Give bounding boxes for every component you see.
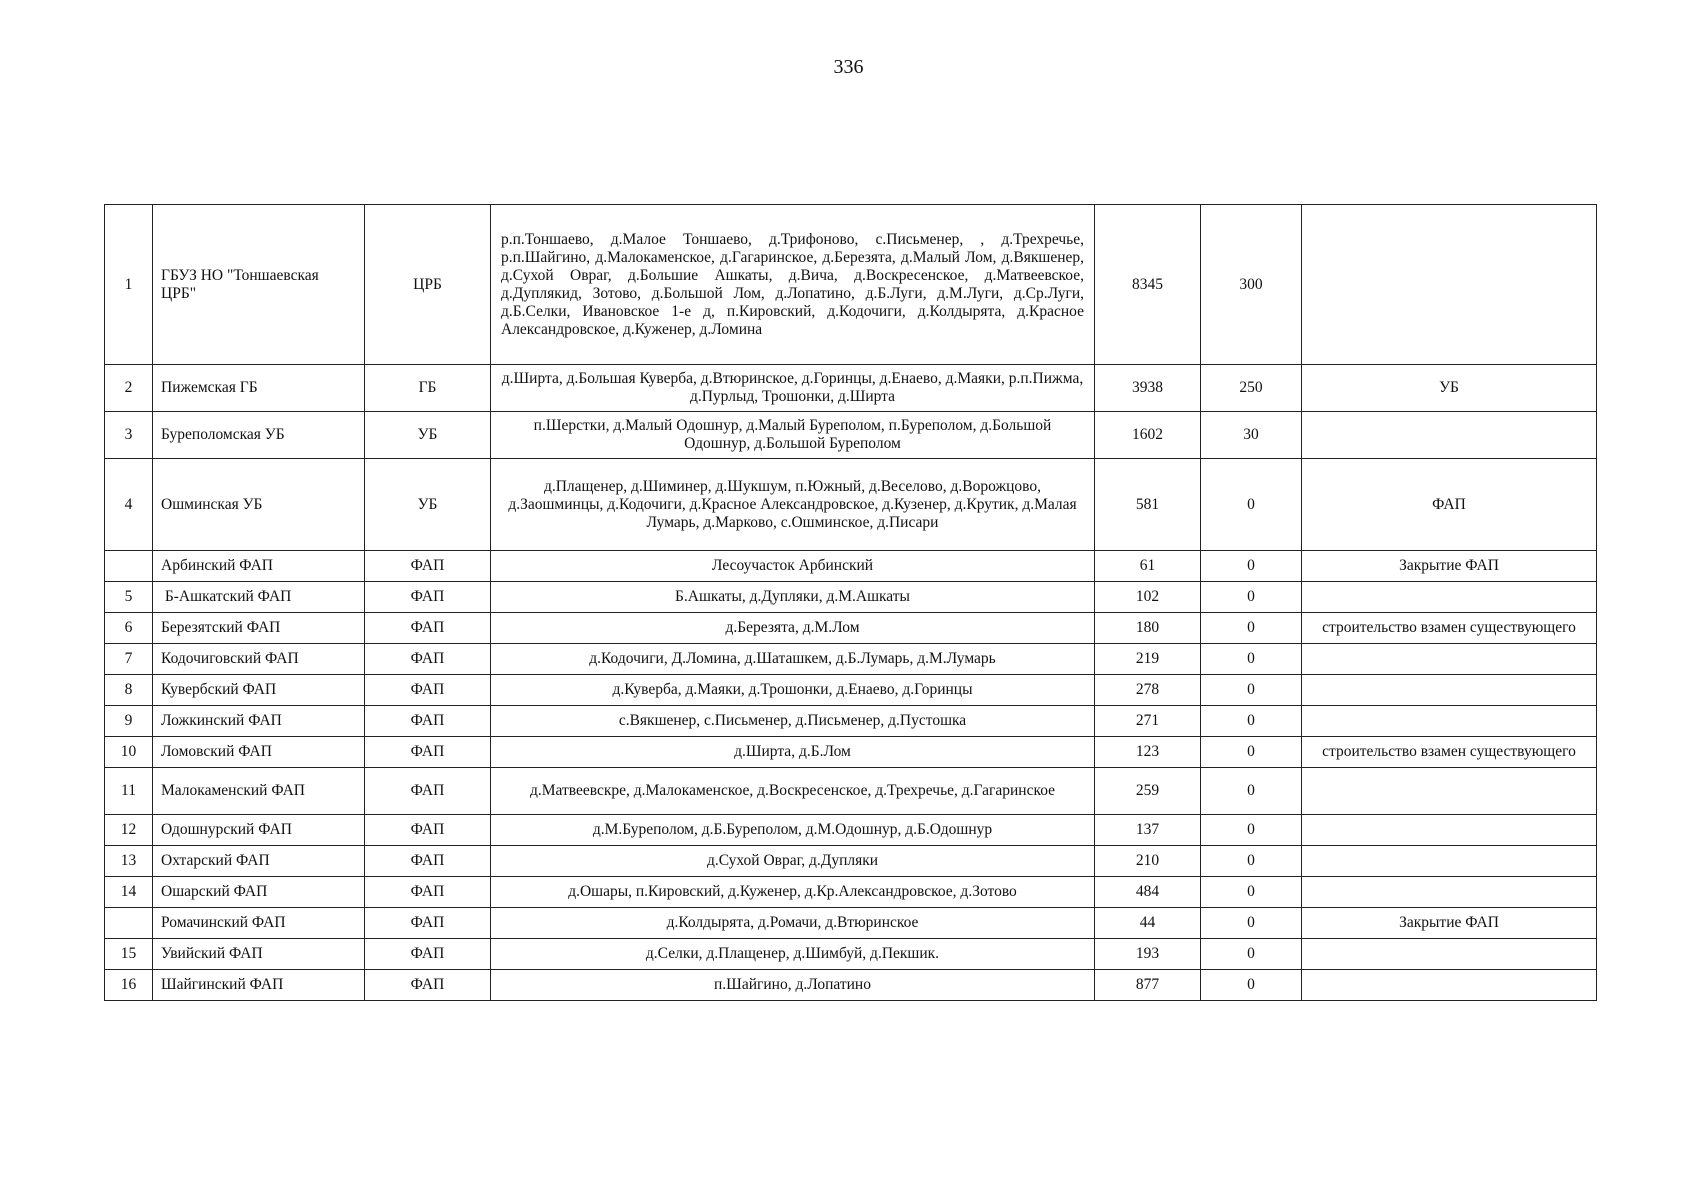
capacity: 0 [1201,768,1302,815]
population: 44 [1095,908,1201,939]
row-number: 7 [105,644,153,675]
capacity: 0 [1201,970,1302,1001]
population: 581 [1095,459,1201,551]
facility-name: Охтарский ФАП [153,846,365,877]
service-area: д.Плащенер, д.Шиминер, д.Шукшум, п.Южный, д.Веселово, д.Ворожцово, д.Заошминцы, д.Кодочиги, д.Красное Александровское, д.Кузенер, д.Крутик, д.Малая Лумарь, д.Марково, с.Ошминское, д.Писари [491,459,1095,551]
table-row [105,582,1597,613]
row-number: 9 [105,706,153,737]
population: 877 [1095,970,1201,1001]
service-area: д.Кодочиги, Д.Ломина, д.Шаташкем, д.Б.Лумарь, д.М.Лумарь [491,644,1095,675]
note: УБ [1302,365,1597,412]
population: 1602 [1095,412,1201,459]
table-row [105,815,1597,846]
facility-type: УБ [365,459,491,551]
row-number [105,908,153,939]
table-row [105,205,1597,365]
table-row [105,675,1597,706]
population: 271 [1095,706,1201,737]
table-row [105,613,1597,644]
row-number: 11 [105,768,153,815]
facility-name: Березятский ФАП [153,613,365,644]
capacity: 0 [1201,846,1302,877]
row-number: 1 [105,205,153,365]
service-area: Лесоучасток Арбинский [491,551,1095,582]
table-row [105,459,1597,551]
service-area: д.Ширта, д.Б.Лом [491,737,1095,768]
facility-type: ФАП [365,551,491,582]
row-number: 16 [105,970,153,1001]
table-row [105,877,1597,908]
page-number: 336 [833,56,864,78]
row-number: 10 [105,737,153,768]
facility-name: Ошминская УБ [153,459,365,551]
population: 210 [1095,846,1201,877]
table-row [105,908,1597,939]
service-area: п.Шайгино, д.Лопатино [491,970,1095,1001]
population: 180 [1095,613,1201,644]
facility-type: ЦРБ [365,205,491,365]
capacity: 0 [1201,815,1302,846]
facility-type: ФАП [365,613,491,644]
facility-name: Ложкинский ФАП [153,706,365,737]
note [1302,644,1597,675]
note [1302,706,1597,737]
note [1302,582,1597,613]
facility-type: ФАП [365,737,491,768]
note [1302,205,1597,365]
note [1302,970,1597,1001]
population: 137 [1095,815,1201,846]
population: 102 [1095,582,1201,613]
facility-type: ФАП [365,877,491,908]
facility-name: Буреполомская УБ [153,412,365,459]
table-row [105,970,1597,1001]
table-row [105,644,1597,675]
row-number: 12 [105,815,153,846]
service-area: д.Ошары, п.Кировский, д.Куженер, д.Кр.Александровское, д.Зотово [491,877,1095,908]
facility-type: ФАП [365,768,491,815]
capacity: 30 [1201,412,1302,459]
capacity: 0 [1201,613,1302,644]
note: Закрытие ФАП [1302,908,1597,939]
population: 219 [1095,644,1201,675]
service-area: Б.Ашкаты, д.Дупляки, д.М.Ашкаты [491,582,1095,613]
capacity: 0 [1201,459,1302,551]
capacity: 0 [1201,706,1302,737]
row-number: 5 [105,582,153,613]
population: 484 [1095,877,1201,908]
row-number [105,551,153,582]
capacity: 0 [1201,939,1302,970]
facility-type: ФАП [365,815,491,846]
service-area: д.Матвеевскре, д.Малокаменское, д.Воскресенское, д.Трехречье, д.Гагаринское [491,768,1095,815]
facility-type: ФАП [365,846,491,877]
capacity: 0 [1201,737,1302,768]
capacity: 0 [1201,675,1302,706]
population: 259 [1095,768,1201,815]
capacity: 0 [1201,908,1302,939]
note [1302,675,1597,706]
table-row [105,365,1597,412]
facilities-table [104,204,1597,1001]
service-area: д.Березята, д.М.Лом [491,613,1095,644]
facility-type: ФАП [365,939,491,970]
service-area: д.М.Буреполом, д.Б.Буреполом, д.М.Одошнур, д.Б.Одошнур [491,815,1095,846]
population: 193 [1095,939,1201,970]
service-area: п.Шерстки, д.Малый Одошнур, д.Малый Буреполом, п.Буреполом, д.Большой Одошнур, д.Большой Буреполом [491,412,1095,459]
row-number: 15 [105,939,153,970]
facility-type: ГБ [365,365,491,412]
capacity: 250 [1201,365,1302,412]
row-number: 4 [105,459,153,551]
note [1302,939,1597,970]
facility-type: ФАП [365,908,491,939]
note [1302,815,1597,846]
note [1302,768,1597,815]
table-row [105,768,1597,815]
facility-name: Увийский ФАП [153,939,365,970]
population: 8345 [1095,205,1201,365]
facility-name: Кувербский ФАП [153,675,365,706]
service-area: д.Колдырята, д.Ромачи, д.Втюринское [491,908,1095,939]
population: 123 [1095,737,1201,768]
table-row [105,706,1597,737]
facility-name: Пижемская ГБ [153,365,365,412]
facility-type: ФАП [365,582,491,613]
row-number: 14 [105,877,153,908]
table-row [105,939,1597,970]
capacity: 0 [1201,551,1302,582]
facility-type: ФАП [365,706,491,737]
facility-type: ФАП [365,675,491,706]
table-row [105,737,1597,768]
facility-name: Кодочиговский ФАП [153,644,365,675]
facility-name: ГБУЗ НО "Тоншаевская ЦРБ" [153,205,365,365]
facility-type: УБ [365,412,491,459]
facility-name: Ломовский ФАП [153,737,365,768]
service-area: д.Сухой Овраг, д.Дупляки [491,846,1095,877]
facility-name: Ромачинский ФАП [153,908,365,939]
facility-name: Малокаменский ФАП [153,768,365,815]
capacity: 0 [1201,877,1302,908]
population: 3938 [1095,365,1201,412]
row-number: 8 [105,675,153,706]
capacity: 300 [1201,205,1302,365]
service-area: д.Куверба, д.Маяки, д.Трошонки, д.Енаево, д.Горинцы [491,675,1095,706]
note [1302,846,1597,877]
population: 61 [1095,551,1201,582]
note: строительство взамен существующего [1302,613,1597,644]
note: строительство взамен существующего [1302,737,1597,768]
facility-name: Одошнурский ФАП [153,815,365,846]
row-number: 13 [105,846,153,877]
service-area: д.Ширта, д.Большая Куверба, д.Втюринское, д.Горинцы, д.Енаево, д.Маяки, р.п.Пижма, д.Пурлыд, Трошонки, д.Ширта [491,365,1095,412]
note [1302,877,1597,908]
table-row [105,412,1597,459]
row-number: 2 [105,365,153,412]
service-area: с.Вякшенер, с.Письменер, д.Письменер, д.Пустошка [491,706,1095,737]
capacity: 0 [1201,644,1302,675]
capacity: 0 [1201,582,1302,613]
table-row [105,846,1597,877]
note [1302,412,1597,459]
facility-type: ФАП [365,970,491,1001]
facility-name: Шайгинский ФАП [153,970,365,1001]
note: Закрытие ФАП [1302,551,1597,582]
facility-name: Арбинский ФАП [153,551,365,582]
row-number: 3 [105,412,153,459]
note: ФАП [1302,459,1597,551]
population: 278 [1095,675,1201,706]
service-area: р.п.Тоншаево, д.Малое Тоншаево, д.Трифоново, с.Письменер, , д.Трехречье, р.п.Шайгино, д.Малокаменское, д.Гагаринское, д.Березята, д.Малый Лом, д.Вякшенер, д.Сухой Овраг, д.Большие Ашкаты, д.Вича, д.Воскресенское, д.Матвеевское, д.Дуплякид, Зотово, д.Большой Лом, д.Лопатино, д.Б.Луги, д.М.Луги, д.Ср.Луги, д.Б.Селки, Ивановское 1-е д, п.Кировский, д.Кодочиги, д.Колдырята, д.Красное Александровское, д.Куженер, д.Ломина [491,205,1095,365]
facility-type: ФАП [365,644,491,675]
table-row [105,551,1597,582]
service-area: д.Селки, д.Плащенер, д.Шимбуй, д.Пекшик. [491,939,1095,970]
facility-name: Ошарский ФАП [153,877,365,908]
row-number: 6 [105,613,153,644]
facility-name: Б-Ашкатский ФАП [153,582,365,613]
